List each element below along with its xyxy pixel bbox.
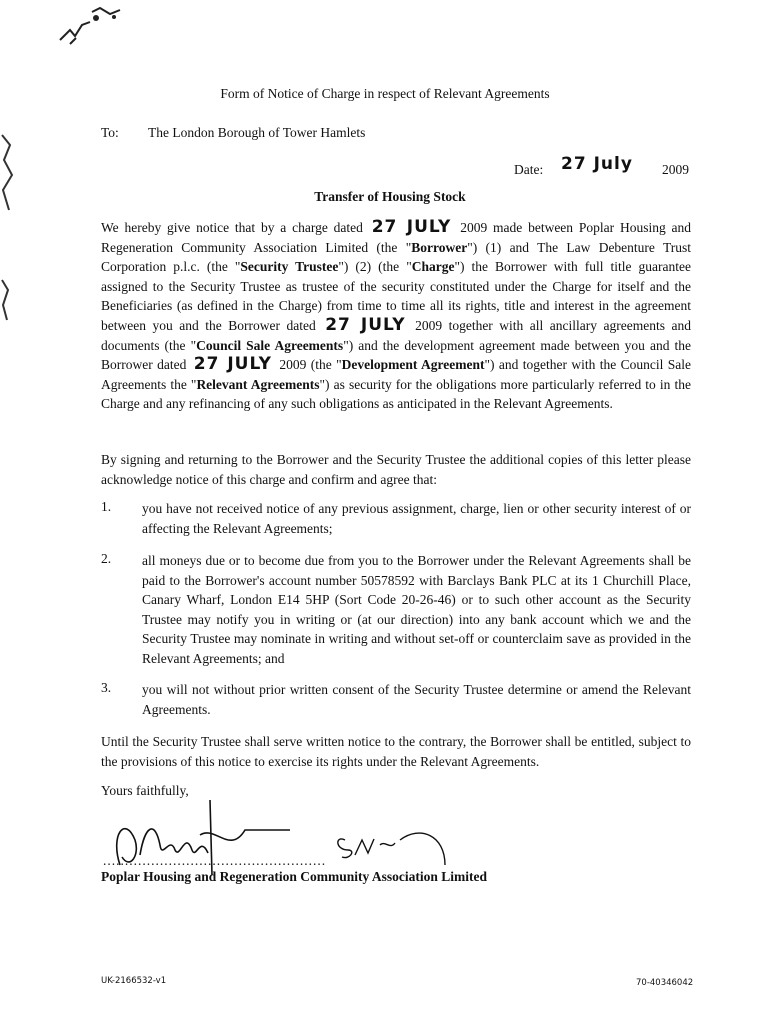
list-item: you have not received notice of any previous assignment, charge, lien or other security interest of or affecting the Relevant Agreements;	[142, 501, 691, 536]
defined-term: Relevant Agreements	[196, 376, 320, 392]
document-subtitle: Transfer of Housing Stock	[314, 189, 466, 204]
closing-line: Yours faithfully,	[101, 783, 189, 798]
paragraph-text: ") (1) and The Law Debenture Trust Corporation p.l.c. (the "	[101, 239, 691, 275]
paragraph-text: We hereby give notice that by a charge dated	[101, 220, 369, 235]
handwritten-date: 27 JULY	[325, 314, 406, 335]
acknowledgement-paragraph: By signing and returning to the Borrower and the Security Trustee the additional copies of this letter please acknowledge notice of this charge and confirm and agree that:	[101, 452, 691, 487]
scan-artifact-top-left	[30, 0, 140, 50]
handwritten-date: 27 July	[561, 154, 633, 174]
paragraph-text: ") and together with the Council Sale Agreements the "	[101, 357, 692, 392]
defined-term: Development Agreement	[341, 357, 485, 373]
item-number: 2.	[101, 551, 112, 566]
to-label: To:	[101, 125, 119, 140]
paragraph-text: ") and the development agreement made between you and the Borrower dated	[101, 337, 691, 373]
paragraph-text: 2009 (the "	[274, 357, 342, 373]
paragraph-text: ") the Borrower with full title guarantee assigned to the Security Trustee as trustee of the security constituted under the Charge for itself and the Beneficiaries (as defined in the Charge) from time to time all its rights, title and interest in the agreement between you and the Borrower dated	[101, 259, 691, 333]
defined-term: Council Sale Agreements	[196, 337, 344, 353]
paragraph-text: ") as security for the obligations more particularly referred to in the Charge and any refinancing of any such obligations as anticipated in the Relevant Agreements.	[101, 376, 692, 412]
list-item: you will not without prior written consent of the Security Trustee determine or amend the Relevant Agreements.	[142, 682, 691, 717]
document-reference: UK-2166532-v1	[101, 976, 167, 986]
paragraph-text: 2009 together with all ancillary agreements and documents (the "	[101, 317, 692, 353]
item-number: 3.	[101, 680, 112, 695]
notice-paragraph	[101, 218, 691, 414]
entitlement-paragraph: Until the Security Trustee shall serve written notice to the contrary, the Borrower shall be entitled, subject to the provisions of this notice to exercise its rights under the Relevant Agreements.	[101, 734, 691, 769]
paragraph-text: ") (2) (the "	[338, 259, 412, 275]
defined-term: Borrower	[411, 239, 468, 255]
paragraph-text: 2009 made between Poplar Housing and Regeneration Community Association Limited (the "	[101, 220, 692, 255]
handwritten-date: 27 JULY	[193, 354, 272, 375]
recipient-name: The London Borough of Tower Hamlets	[148, 125, 366, 140]
handwritten-date: 27 JULY	[371, 217, 452, 237]
list-item: all moneys due or to become due from you to the Borrower under the Relevant Agreements shall be paid to the Borrower's account number 50578592 with Barclays Bank PLC at its 1 Churchill Place, Canary Wharf, London E14 5HP (Sort Code 20-26-46) or to such other account as the Security Trustee may notify you in writing or (at our direction) into any bank account which we and the Security Trustee may nominate in writing and without set-off or counterclaim save as provided in the Relevant Agreements; and	[142, 553, 691, 666]
date-year: 2009	[662, 162, 689, 177]
defined-term: Security Trustee	[240, 259, 339, 275]
defined-term: Charge	[411, 259, 455, 275]
scan-artifact-left-edge	[0, 130, 30, 350]
item-number: 1.	[101, 499, 112, 514]
date-label: Date:	[514, 162, 544, 177]
document-title: Form of Notice of Charge in respect of Relevant Agreements	[220, 86, 550, 101]
signatory-name: Poplar Housing and Regeneration Community Association Limited	[101, 869, 488, 884]
signature-line: ...................................................	[103, 853, 327, 868]
document-number: 70-40346042	[636, 978, 694, 988]
